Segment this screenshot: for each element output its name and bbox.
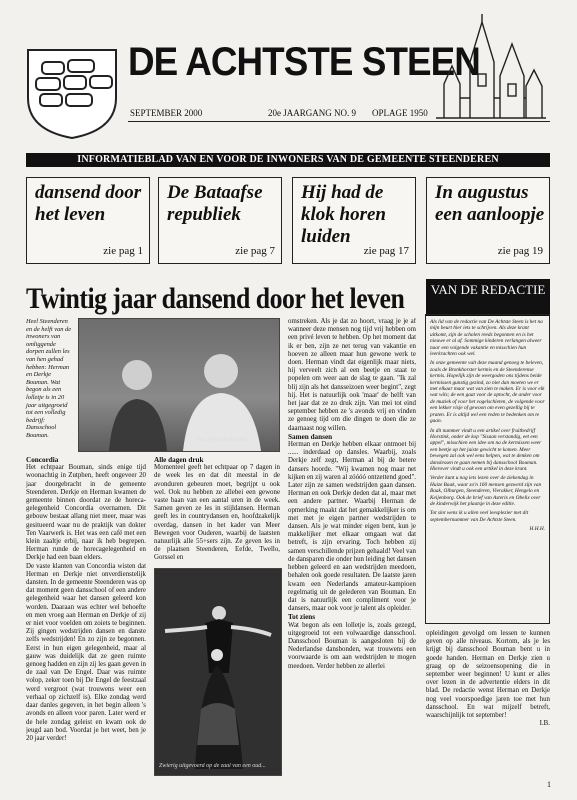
article-column-2 [154,456,280,562]
article-column-1 [26,456,146,776]
editorial-paragraph: In onze gemeente valt deze maand genoeg te beleven, zoals de Bronkhorster kermis en de Steenderense kermis. Hopelijk zijn de weergoden ons tijdens beide kermissen gunstig gezind, zo niet dan moeten we er met elkaar maar wat van zien te maken. Er is voor elk wat wils; de een gaat voor de optocht, de ander voor de muziek of voor het vogelschieten, de volgende voor een lekker visje of gewoon om even gezellig bij te praten. Er is altijd wel een reden te bedenken om te gaan. [430,360,545,425]
editorial-column [425,314,550,624]
rule [128,121,550,122]
article-headline: Twintig jaar dansend door het leven [26,282,405,315]
section-heading: Concordia [26,456,59,464]
editorial-paragraph: Als lid van de redactie van De Achtste Steen is het na mijn beurt hier iets te schrijven. Als deze krant uitkomt, zijn de scholen reeds begonnen en is het nieuwe er al af. Sommige kinderen verlangen alweer naar een volgende vakantie en misschien hun leerkrachten ook wel. [430,319,543,358]
couple-photo [78,318,280,452]
circulation: OPLAGE 1950 [372,108,428,118]
section-heading: Alle dagen druk [154,456,204,464]
teaser-box [292,177,416,264]
editorial-paragraph: Verder kunt u nog iets lezen over de ziekendag in Huize Baak, waar zo'n 160 mensen gezwerd zijn van Baak, Olburgen, Steenderen, Vierakker, Hengelo en Keijenborg. Ook de brief van Asterix en Obelix over de kinderwijk het plaatsje in deze editie. [430,475,542,507]
article-paragraph: omstreken. Als je dat zo hoort, vraag je je af wanneer deze mensen nog tijd vrij hebben om een privé leven te hebben. Op het moment dat ik er ben, zijn ze net terug van vakantie en hoeven ze alleen maar hun gewone werk te doen. Herman vindt dat eigenlijk maar niets, hij verveelt zich al een beetje en staat te popelen om weer aan de slag te gaan. "Ik zal blij zijn als het dansseizoen weer begint", zegt hij. Het is natuurlijk ook 'maar' de helft van het jaar dat ze zo druk zijn. Van mei tot eind september hebben ze 's avonds vrij en vinden ze genoeg tijd om die dingen te doen die ze daarnaast nog willen. [288,318,416,432]
article-paragraph: opleidingen gevolgd om lessen te kunnen geven op alle niveaus. Kortom, als je les krijgt bij dansschool Bouman bent u in goede handen. Herman en Derkje zien u graag op de seizoensopening die in september weer beginnen! U kunt er alles over lezen in de advertentie elders in dit blad. De redactie wenst Herman en Derkje nog veel voorspoedige jaren toe met hun dansschool. En wat mijzelf betreft, waarschijnlijk tot september! [426,630,550,720]
editorial-heading: VAN DE REDACTIE [426,279,550,316]
article-paragraph: Wat begon als een lolletje is, zoals gezegd, uitgegroeid tot een volwaardige dansschool. Dansschool Bouman is aangesloten bij de Nederlandse dansbonden, wat trouwens een voorwaarde is om aan wedstrijden te mogen meedoen. Verder hebben ze allerlei [288,621,416,670]
newspaper-title: DE ACHTSTE STEEN [128,40,480,84]
teaser-title: De Bataafse republiek [167,182,263,225]
teaser-page: zie pag 1 [103,245,143,257]
photo-caption: Zwierig uitgevoerd op de zaal van een oud... [159,763,266,769]
article-intro: Heel Steenderen en de helft van de inwoners van omliggende dorpen zullen les van hen gehad hebben: Herman en Derkje Bouman. Wat begon als een lolletje is in 20 jaar uitgegroeid tot een volledig bedrijf: Dansschool Bouman. [26,318,72,439]
tagline-banner: INFORMATIEBLAD VAN EN VOOR DE INWONERS VAN DE GEMEENTE STEENDEREN [26,153,550,167]
editorial-signature: H.H.H. [529,526,545,533]
photo-credit: Foto Wynand Wissink [195,437,247,443]
article-column-3 [288,318,416,776]
article-signature: I.B. [539,720,550,728]
article-paragraph: De vaste klanten van Concordia wisten dat Herman en Derkje niet onverdienstelijk dansten. In de gemeente Steenderen was op dat moment geen dansschool of een andere gelegenheid waar het dansen geleerd kon worden. Daaraan was echter wel behoefte en men vroeg aan Herman en Derkje of zij er niet voor voelden om zoiets te beginnen. Zij gingen wedstrijden dansen en danste zelfs wedstrijden! En zo zijn ze begonnen. Eerst in hun eigen gelegenheid, maar al gauw was duidelijk dat ze geen ruimte genoeg hadden en zijn zij les gaan geven in de zaal van De Engel. Daar was ruimte volop, zeker toen bij De Engel de feestzaal werd vergroot (wat trouwens weer een verhaal op zichzelf is). Elke zondag werd daar danles gegeven, in het begin alleen 's avonds en alleen voor paren. Later werd er de hele zondag geleist en kwam ook de jeugd aan bod. Voordat je het weet, ben je 20 jaar verder! [26,562,146,742]
editorial-paragraph: Tot slot wens ik u allen veel leesplezier met dit septembernummer van De Achtste Steen. [430,510,529,523]
teaser-box [426,177,550,264]
church-illustration [430,14,550,126]
issue-number: 20e JAARGANG NO. 9 [268,108,356,118]
article-column-4 [426,630,550,772]
teaser-title: In augustus een aanloopje [435,182,545,225]
teaser-title: dansend door het leven [35,182,142,225]
section-heading: Samen dansen [288,432,333,441]
teaser-box [26,177,150,264]
editorial-paragraph: In dit nummer vindt u een artikel over fruitbedrijf Horstink, onder de kop "Sisaan verstandig, eet een appel", misschien een idee om na de kermissen weer een beetje op het juiste gewicht te komen. Meer bewegen zal ook wel eens helpen, wat te denken om danslessen te gaan nemen bij dansschool Bouman. Hierover vindt u ook een artikel in deze krant. [430,427,542,472]
teaser-title: Hij had de klok horen luiden [301,182,386,247]
article-paragraph: Het echtpaar Bouman, sinds enige tijd woonachtig in Zutphen, heeft ongeveer 20 jaar doorgebracht in de gemeente Steenderen. Derkje en Herman kwamen de gemeente binnen doordat ze de horeca-gelegenheid Concordia overnamen. Dit gebouw bestaat allang niet meer, maar was gesitueerd waar nu de praktijk van dokter Ten Vaarwerk is. Het was een café met een klein zaaltje erbij, naar ik heb begrepen. Herman runde de horecagelegenheid en Derkje had een baan elders. [26,464,146,562]
section-heading: Tot ziens [288,613,316,622]
teaser-page: zie pag 17 [363,245,409,257]
article-paragraph: Herman en Derkje hebben elkaar ontmoet bij ...... inderdaad op dansles. Waarbij, zoals Derkje zelf zegt, Herman al bij de betere dansers hoorde. "Wij kwamen nog maar net kijken en zij waren al zóóóó ontzettend goed". Later zijn ze samen wedstrijden gaan dansen. Herman en ook Derkje deden dat al, maar met een andere partner. Waarbij Herman de opmerking maakt dat het gemakkelijker is om met met je eigen partner wedstrijden te dansen. Als je wat minder eigen bent, kun je makkelijker met elkaar omgaan wat dat betreft, is zijn ervaring. Toch hebben zij samen verschillende prijzen gehaald! Veel van de dansparen die onder hun leiding het dansen hebben geleerd en aan wedstrijden meedoen, behalen ook goede resultaten. De laatste jaren kwam een Nederlands amateur-kampioen regelmatig uit de gelederen van Bouman. En dat is natuurlijk een compliment voor je dansers, maar ook voor je talent als opleider. [288,441,416,613]
dancers-photo [154,568,282,776]
teaser-page: zie pag 19 [497,245,543,257]
crest-logo [24,46,120,140]
article-paragraph: Momenteel geeft het echtpaar op 7 dagen in de week les en dat dit meestal in de avonduren gebeuren moet, begrijpt u ook wel. Ook nu hebben ze allebei een gewone vaste baan van een aantal uren in de week. Samen geven ze les in stijldansen. Herman geeft les in countrydansen en, hoofdzakelijk overdag, dansen in het kader van Meer Bewegen voor Ouderen, waarbij de laatsten natuurlijk alle 55+sers zijn. Ze geven les in de plaatsen Steenderen, Eefde, Twello, Gorssel en [154,464,280,562]
issue-date: SEPTEMBER 2000 [130,108,203,118]
teaser-page: zie pag 7 [235,245,275,257]
page-number: 1 [547,780,551,789]
teaser-box [158,177,282,264]
